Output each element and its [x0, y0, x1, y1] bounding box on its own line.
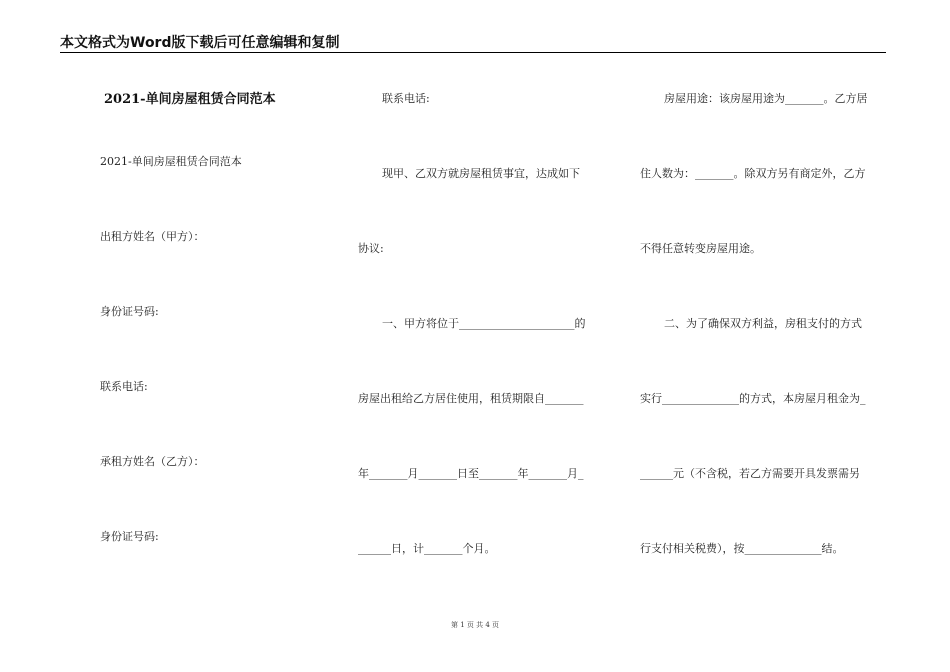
clause-two-line-3: ______元（不含税，若乙方需要开具发票需另 — [640, 467, 860, 480]
usage-line-2: 住人数为：_______。除双方另有商定外，乙方 — [640, 167, 866, 180]
usage-line-1: 房屋用途：该房屋用途为_______。乙方居 — [664, 92, 868, 105]
lessor-id-line: 身份证号码: — [100, 305, 159, 318]
lessor-phone-line: 联系电话: — [100, 380, 148, 393]
lessee-id-line: 身份证号码: — [100, 530, 159, 543]
page-header — [60, 34, 886, 53]
clause-two-line-2: 实行______________的方式，本房屋月租金为_ — [640, 392, 866, 405]
header-text: 本文格式为Word版下载后可任意编辑和复制 — [60, 35, 340, 51]
clause-two-line-1: 二、为了确保双方利益，房租支付的方式 — [664, 317, 862, 330]
clause-one-line-4: ______日，计_______个月。 — [358, 542, 496, 555]
lessee-name-line: 承租方姓名（乙方）： — [100, 455, 205, 468]
clause-one-line-3: 年_______月_______日至_______年_______月_ — [358, 467, 584, 480]
document-title: 2021-单间房屋租赁合同范本 — [104, 92, 276, 107]
subtitle-line: 2021-单间房屋租赁合同范本 — [100, 155, 242, 168]
agreement-intro-line: 现甲、乙双方就房屋租赁事宜，达成如下 — [382, 167, 580, 180]
page-number: 第 1 页 共 4 页 — [450, 621, 500, 629]
clause-two-line-4: 行支付相关税费），按______________结。 — [640, 542, 844, 555]
clause-one-line-1: 一、甲方将位于_____________________的 — [382, 317, 586, 330]
agreement-label-line: 协议: — [358, 242, 384, 255]
lessor-name-line: 出租方姓名（甲方）： — [100, 230, 205, 243]
clause-one-line-2: 房屋出租给乙方居住使用，租赁期限自_______ — [358, 392, 584, 405]
lessee-phone-line: 联系电话: — [382, 92, 430, 105]
usage-line-3: 不得任意转变房屋用途。 — [640, 242, 761, 255]
